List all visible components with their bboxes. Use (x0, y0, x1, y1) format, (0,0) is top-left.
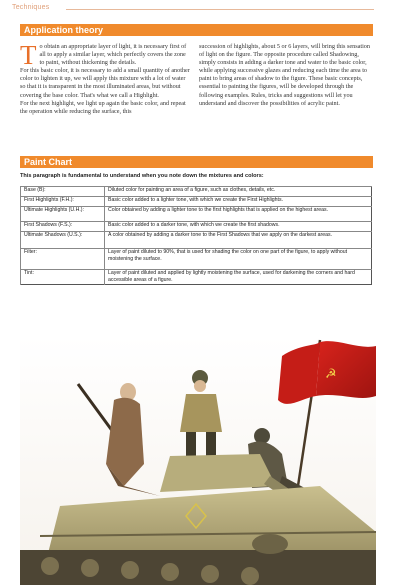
paint-chart-table (20, 186, 372, 285)
term-cell: Base (B): (21, 187, 105, 197)
top-rule (66, 9, 374, 10)
definition-cell: Layer of paint diluted and applied by lightly moistening the surface, used for darkening the corners and hard accessible areas of a figure. (105, 270, 372, 285)
diorama-photo (20, 336, 376, 585)
term-cell: Ultimate Highlights (U.H.): (21, 207, 105, 222)
definition-cell: Basic color added to a lighter tone, with which we create the First Highlights. (105, 197, 372, 207)
paragraph-3: For the next highlight, we light up again the basic color, and repeat the operation while reducing the surface, this (20, 99, 186, 115)
paragraph-1-text: o obtain an appropriate layer of light, it is necessary first of all to apply a similar layer, which perfectly covers the zone to paint, without thickening the details. (39, 43, 187, 67)
running-head: Techniques (12, 4, 50, 11)
paragraph-4: succession of highlights, about 5 or 6 layers, will bring this sensation of light on the figure. The opposite procedure called Shadowing, simply consists in adding a darker tone and water to the basic color, while applying successive glazes and reducing each time the area to paint to bring areas of shadow to the figure. These basic concepts, essential to painting the figures, will be developed through the following examples. Rules, tricks and suggestions will let you understand and discover the possibilities of acrylic paint. (199, 43, 370, 107)
term-cell: First Highlights (F.H.): (21, 197, 105, 207)
table-row (21, 207, 372, 222)
table-row (21, 232, 372, 249)
term-cell: First Shadows (F.S.): (21, 222, 105, 232)
definition-cell: Basic color added to a darker tone, with which we create the first shadows. (105, 222, 372, 232)
term-cell: Tint: (21, 270, 105, 285)
definition-cell: Layer of paint diluted to 90%, that is used for shading the color on one part of the figure, to apply without moistening the surface. (105, 249, 372, 270)
right-column (199, 43, 375, 108)
section-title-paint-chart: Paint Chart (20, 156, 373, 168)
table-row (21, 249, 372, 270)
term-cell: Ultimate Shadows (U.S.): (21, 232, 105, 249)
paragraph-1 (20, 40, 190, 70)
paint-chart-intro: This paragraph is fundamental to understand when you note down the mixtures and colors: (20, 173, 264, 179)
left-column (20, 40, 190, 116)
table-row (21, 222, 372, 232)
dropcap: T (20, 40, 37, 70)
paragraph-2: For this basic color, it is necessary to add a small quantity of another color to lighten it up, we will apply this mixture with a lot of water so that it is transparent in the most illuminated areas, but without covering the base color. That's what we call a Highlight. (20, 67, 190, 99)
definition-cell: Color obtained by adding a lighter tone to the first highlights that is applied on the highest areas. (105, 207, 372, 222)
table-row (21, 270, 372, 285)
definition-cell: Diluted color for painting an area of a figure, such as clothes, details, etc. (105, 187, 372, 197)
section-title-application-theory: Application theory (20, 24, 373, 36)
table-row (21, 187, 372, 197)
table-row (21, 197, 372, 207)
definition-cell: A color obtained by adding a darker tone to the First Shadows that we apply on the darkest areas. (105, 232, 372, 249)
term-cell: Filter: (21, 249, 105, 270)
svg-text:☭: ☭ (325, 367, 337, 382)
